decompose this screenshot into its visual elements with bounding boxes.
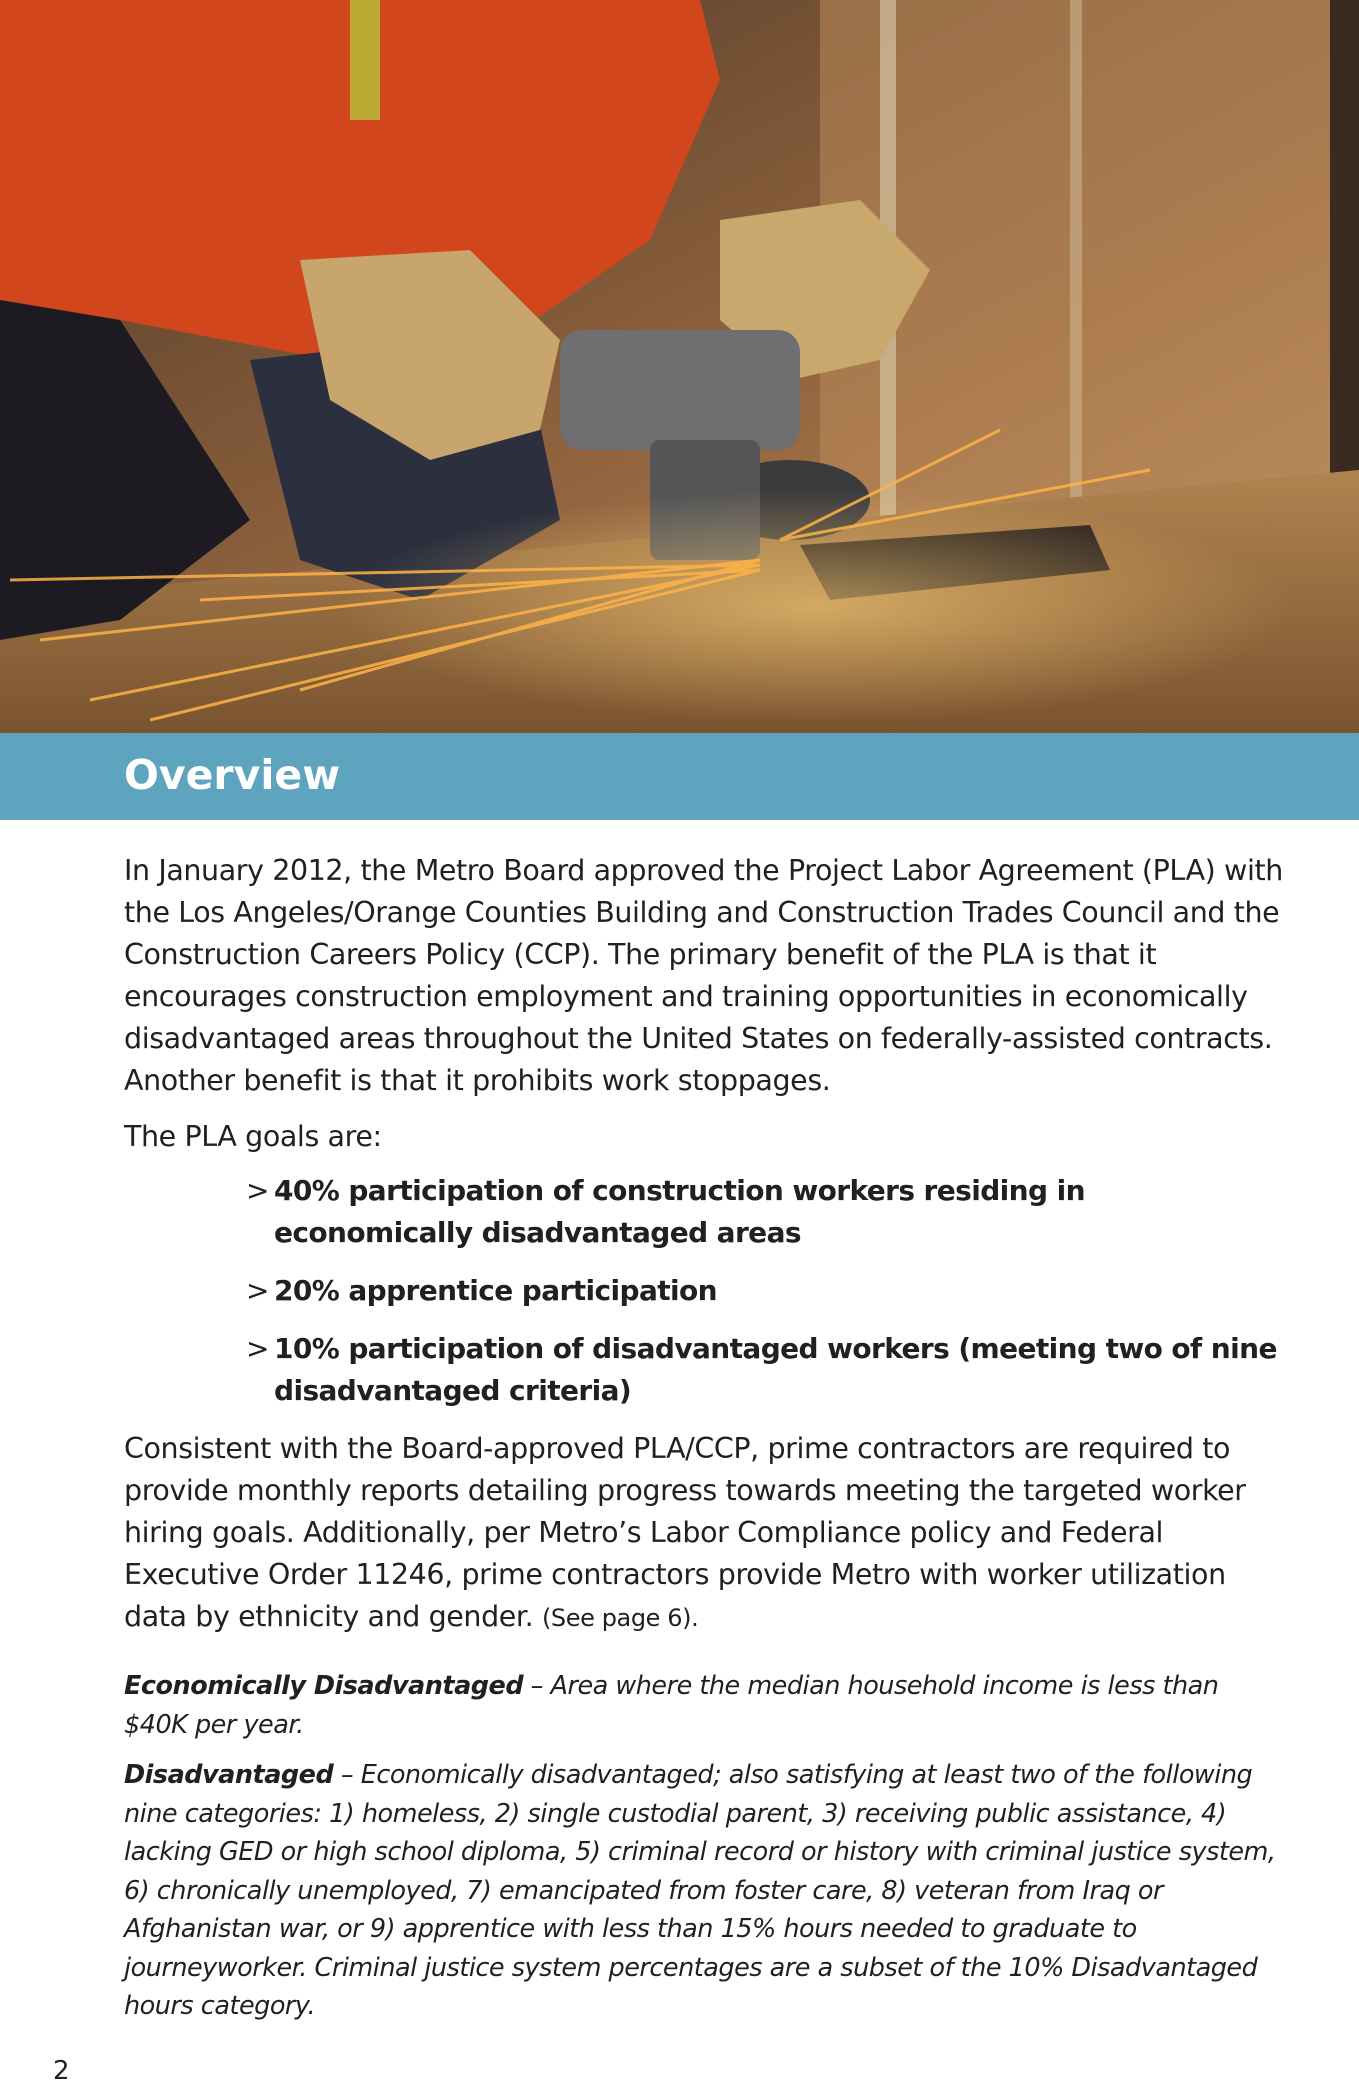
definition-disadvantaged bbox=[124, 1756, 1289, 2026]
goal-text: 40% participation of construction workers residing in economically disadvantaged areas bbox=[274, 1174, 1085, 1249]
goals-lead: The PLA goals are: bbox=[124, 1120, 382, 1153]
definitions bbox=[124, 1667, 1289, 2026]
goal-text: 10% participation of disadvantaged workers (meeting two of nine disadvantaged criteria) bbox=[274, 1332, 1277, 1407]
compliance-paragraph bbox=[124, 1428, 1289, 1639]
intro-paragraph: In January 2012, the Metro Board approved the Project Labor Agreement (PLA) with the Los Angeles/Orange Counties Building and Construction Trades Council and the Construction Careers Policy (CCP). The primary benefit of the PLA is that it encourages construction employment and training opportunities in economically disadvantaged areas throughout the United States on federally-assisted contracts. Another benefit is that it prohibits work stoppages. bbox=[124, 854, 1283, 1097]
goal-item bbox=[246, 1170, 1289, 1254]
goal-marker: > bbox=[246, 1332, 269, 1365]
page-reference: (See page 6). bbox=[541, 1604, 699, 1632]
compliance-text: Consistent with the Board-approved PLA/CCP, prime contractors are required to provide monthly reports detailing progress towards meeting the targeted worker hiring goals. Additionally, per Metro’s Labor Compliance policy and Federal Executive Order 11246, prime contractors provide Metro with worker utilization data by ethnicity and gender. bbox=[124, 1432, 1246, 1633]
goal-item bbox=[246, 1270, 1289, 1312]
goals-list bbox=[124, 1170, 1289, 1412]
goal-marker: > bbox=[246, 1274, 269, 1307]
goal-text: 20% apprentice participation bbox=[274, 1274, 718, 1307]
section-title: Overview bbox=[124, 751, 341, 799]
definition-text: Economically disadvantaged; also satisfying at least two of the following nine categories: 1) homeless, 2) single custodial parent, 3) receiving public assistance, 4) lacking GED or high school diploma, 5) criminal record or history with criminal justice system, 6) chronically unemployed, 7) emancipated from foster care, 8) veteran from Iraq or Afghanistan war, or 9) apprentice with less than 15% hours needed to graduate to journeyworker. Criminal justice system percentages are a subset of the 10% Disadvantaged hours category. bbox=[124, 1760, 1276, 2021]
main-content bbox=[124, 850, 1289, 2038]
hero-photo bbox=[0, 0, 1359, 733]
worker-grinding-illustration bbox=[0, 0, 1359, 733]
definition-separator: – bbox=[333, 1760, 361, 1790]
definition-text: Area where the median household income is less than $40K per year. bbox=[124, 1671, 1219, 1740]
goal-item bbox=[246, 1328, 1289, 1412]
definition-economically-disadvantaged bbox=[124, 1667, 1289, 1744]
goal-marker: > bbox=[246, 1174, 269, 1207]
section-banner bbox=[0, 733, 1359, 820]
definition-term: Disadvantaged bbox=[124, 1760, 334, 1790]
definition-separator: – bbox=[523, 1671, 551, 1701]
definition-term: Economically Disadvantaged bbox=[124, 1671, 524, 1701]
page-number: 2 bbox=[53, 2056, 70, 2086]
